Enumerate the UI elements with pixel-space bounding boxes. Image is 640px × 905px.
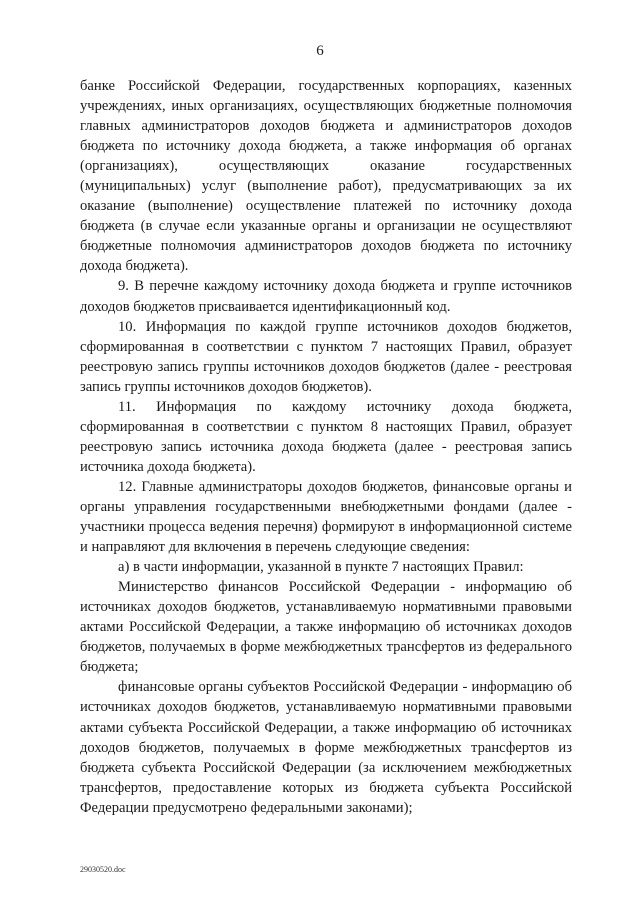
footer-filename: 29030520.doc <box>80 865 126 874</box>
paragraph-minfin: Министерство финансов Российской Федерации - информацию об источниках доходов бюджетов, устанавливаемую нормативными правовыми актами Российской Федерации, а также информацию об источниках доходов бюджетов, получаемых в форме межбюджетных трансфертов из федерального бюджета; <box>80 579 572 676</box>
paragraph-12: 12. Главные администраторы доходов бюджетов, финансовые органы и органы управления государственными внебюджетными фондами (далее - участники процесса ведения перечня) формируют в информационной системе и направляют для включения в перечень следующие сведения: <box>80 478 572 556</box>
paragraph-10: 10. Информация по каждой группе источников доходов бюджетов, сформированная в соответствии с пунктом 7 настоящих Правил, образует реестровую запись группы источников доходов бюджетов (далее - реестровая запись группы источников доходов бюджетов). <box>80 318 572 395</box>
paragraph-9: 9. В перечне каждому источнику дохода бюджета и группе источников доходов бюджетов присваивается идентификационный код. <box>80 278 572 315</box>
paragraph-continuation: банке Российской Федерации, государственных корпорациях, казенных учреждениях, иных организациях, осуществляющих бюджетные полномочия главных администраторов доходов бюджета и администраторов доходов бюджета по источнику дохода бюджета, а также информация об органах (организациях), осуществляющих оказание государственных (муниципальных) услуг (выполнение работ), предусматривающих за их оказание (выполнение) осуществление платежей по источнику дохода бюджета (в случае если указанные органы и организации не осуществляют бюджетные полномочия администраторов доходов бюджета по источнику дохода бюджета). <box>80 78 572 275</box>
document-body <box>80 76 572 818</box>
paragraph-regional-finance: финансовые органы субъектов Российской Федерации - информацию об источниках доходов бюджетов, устанавливаемую нормативными правовыми актами субъекта Российской Федерации, а также информацию об источниках доходов бюджетов, получаемых в форме межбюджетных трансфертов из бюджета субъекта Российской Федерации (за исключением межбюджетных трансфертов, предоставление которых из бюджета субъекта Российской Федерации предусмотрено федеральными законами); <box>80 679 572 816</box>
paragraph-12a: а) в части информации, указанной в пункте 7 настоящих Правил: <box>118 559 524 576</box>
page-number: 6 <box>316 43 324 59</box>
paragraph-11: 11. Информация по каждому источнику дохода бюджета, сформированная в соответствии с пунктом 8 настоящих Правил, образует реестровую запись источника дохода бюджета (далее - реестровая запись источника дохода бюджета). <box>80 398 572 475</box>
